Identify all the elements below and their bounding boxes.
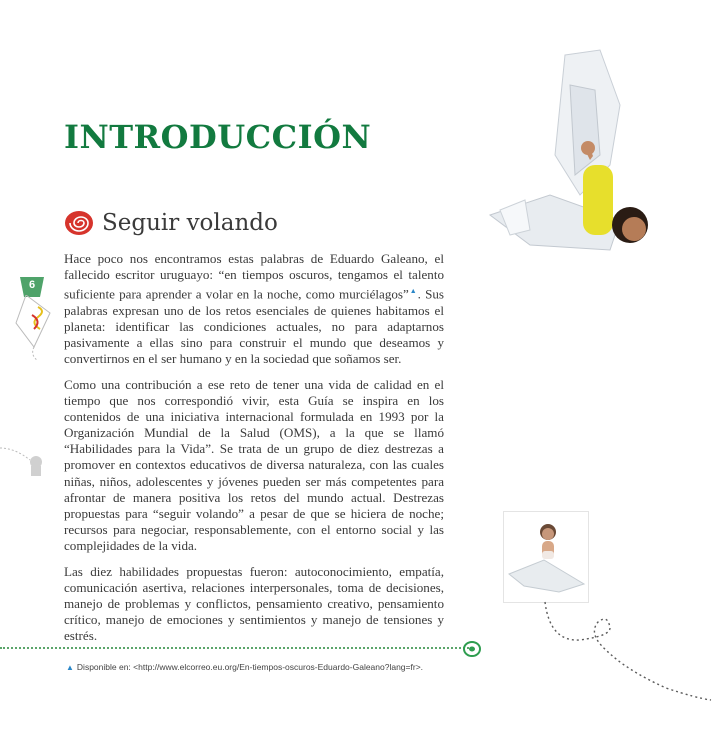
page-number: 6 <box>28 279 36 291</box>
green-swirl-icon <box>462 641 482 657</box>
kite-illustration <box>14 295 54 365</box>
kite-string <box>0 440 50 480</box>
footnote-marker-icon: ▲ <box>66 663 74 672</box>
paragraph-3: Las diez habilidades propuestas fueron: autoconocimiento, empatía, comunicación asertiva, relaciones interpersonales, toma de decisiones, manejo de problemas y conflictos, pensamiento creativo, pensamiento crítico, manejo de emociones y sentimientos y manejo de tensiones y estrés. <box>64 564 444 644</box>
baby-on-paper-plane-photo <box>503 511 589 603</box>
paragraph-2: Como una contribución a ese reto de tener una vida de calidad en el tiempo que nos correspondió vivir, esta Guía se inspira en los contenidos de una iniciativa internacional formulada en 1993 por la Organización Mundial de la Salud (OMS), a la que se llamó “Habilidades para la Vida”. Se trata de un grupo de diez destrezas a promover en contextos educativos de diversa naturaleza, con las cuales niñas, niños, adolescentes y jóvenes pueden ser más competentes para afrontar de manera positiva los retos del mundo actual. Destrezas propuestas para “seguir volando” a pesar de que se hiciera de noche; recursos para negociar, responsablemente, con el entorno social y las complejidades de la vida. <box>64 377 444 553</box>
paragraph-1: Hace poco nos encontramos estas palabras de Eduardo Galeano, el fallecido escritor uruguayo: “en tiempos oscuros, tengamos el talento suficiente para aprender a volar en la noche, como murciélagos”▲. Sus palabras expresan uno de los retos esenciales de quienes habitamos el planeta: identificar las condiciones actuales, no para adaptarnos pasivamente a ellas sino para construir el mundo que deseamos y convertirnos en el ser humano y en la sociedad que soñamos ser. <box>64 251 444 366</box>
divider-line <box>0 647 472 649</box>
footnote <box>66 662 423 672</box>
spiral-icon <box>64 210 94 236</box>
body-text <box>64 251 444 655</box>
dotted-trail <box>540 600 714 735</box>
page-title: INTRODUCCIÓN <box>64 118 372 156</box>
section-heading <box>64 210 278 236</box>
paper-crane-girl-illustration <box>470 45 700 285</box>
footnote-marker: ▲ <box>408 287 418 296</box>
footnote-text: Disponible en: <http://www.elcorreo.eu.org/En-tiempos-oscuros-Eduardo-Galeano?lang=fr>. <box>76 662 424 672</box>
section-title: Seguir volando <box>102 210 278 236</box>
